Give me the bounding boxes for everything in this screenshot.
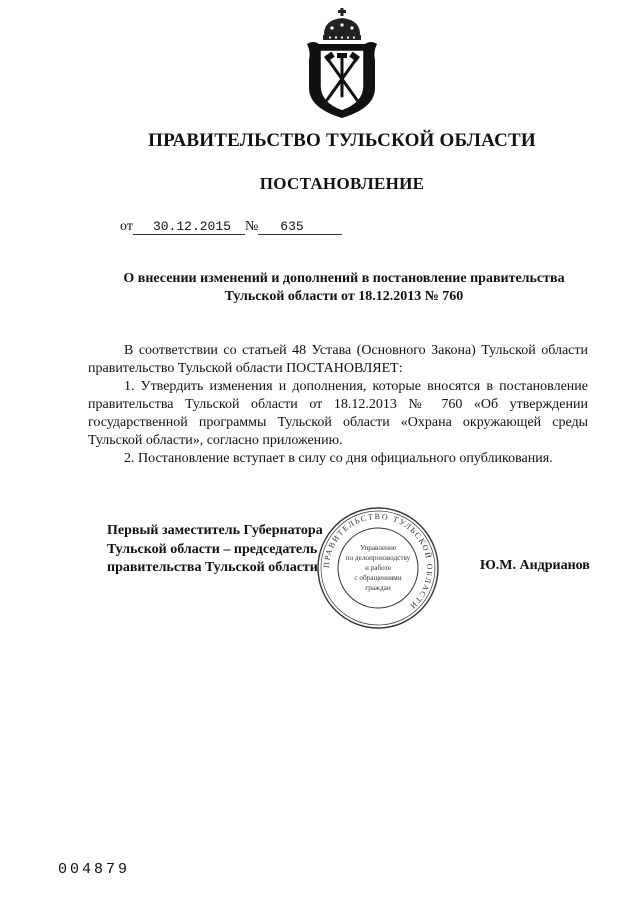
item-1-paragraph: 1. Утвердить изменения и дополнения, которые вносятся в постановление правительства Тульской области от 18.12.2013 № 760 «Об утверждении государственной программы Тульской области «Охрана окружающей среды Тульской области», согласно приложению. xyxy=(88,379,588,448)
official-stamp xyxy=(316,506,440,630)
coat-of-arms-icon xyxy=(299,8,385,120)
intro-paragraph: В соответствии со статьей 48 Устава (Основного Закона) Тульской области правительство Тульской области ПОСТАНОВЛЯЕТ: xyxy=(88,343,588,376)
registration-number: 004879 xyxy=(58,861,131,878)
signer-position-line-3: правительства Тульской области xyxy=(107,560,318,575)
document-body xyxy=(88,342,588,468)
signer-position-line-1: Первый заместитель Губернатора xyxy=(107,523,323,538)
stamp-line-2: по делопроизводству xyxy=(345,554,411,562)
subject-line-2: Тульской области от 18.12.2013 № 760 xyxy=(224,289,464,304)
government-name: ПРАВИТЕЛЬСТВО ТУЛЬСКОЙ ОБЛАСТИ xyxy=(148,130,536,151)
stamp-ring-text: ПРАВИТЕЛЬСТВО ТУЛЬСКОЙ ОБЛАСТИ xyxy=(321,511,435,612)
document-type: ПОСТАНОВЛЕНИЕ xyxy=(259,174,425,193)
subject-line-1: О внесении изменений и дополнений в постановление правительства xyxy=(123,271,565,286)
number-prefix: № xyxy=(244,219,259,234)
signer-name: Ю.М. Андрианов xyxy=(480,558,590,573)
signer-position-line-2: Тульской области – председатель xyxy=(107,541,318,557)
document-subject xyxy=(100,270,588,306)
stamp-line-1: Управление xyxy=(359,544,397,552)
item-2-paragraph: 2. Постановление вступает в силу со дня официального опубликования. xyxy=(124,451,553,466)
document-number: 635 xyxy=(258,220,342,235)
date-number-line xyxy=(120,219,342,235)
stamp-line-5: граждан xyxy=(365,584,391,592)
document-date: 30.12.2015 xyxy=(133,220,245,235)
signer-position xyxy=(107,522,323,578)
stamp-line-4: с обращениями xyxy=(354,574,402,582)
stamp-line-3: и работе xyxy=(365,564,391,572)
date-prefix: от xyxy=(120,219,133,234)
